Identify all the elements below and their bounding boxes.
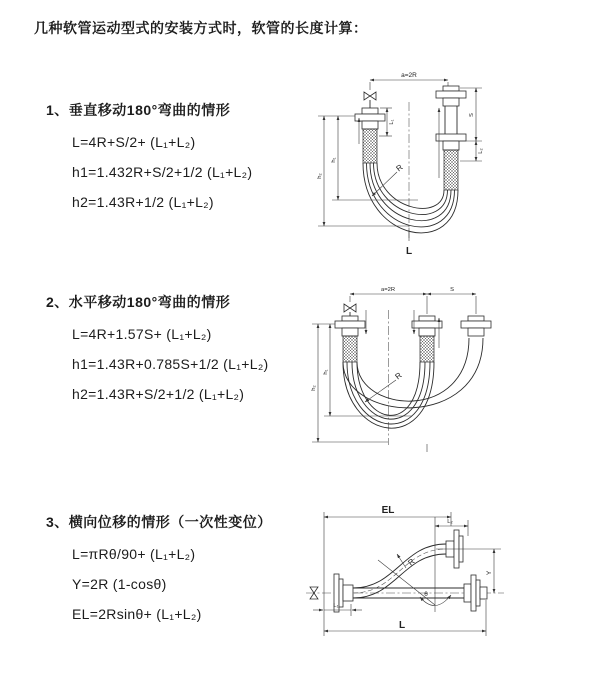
diagram-horizontal-180	[304, 280, 596, 472]
dim-label-l1: L₁	[333, 603, 339, 609]
section-lateral-displacement	[46, 512, 326, 622]
dim-label-y: Y	[486, 570, 493, 576]
dim-label-a2r: a=2R	[401, 72, 417, 79]
braided-hose-section	[343, 336, 357, 362]
s-curve-hose	[353, 544, 446, 598]
dim-label-s: S	[450, 287, 454, 293]
section-3-formulas	[46, 546, 326, 622]
section-1-formulas	[46, 134, 326, 210]
page-title: 几种软管运动型式的安装方式时，软管的长度计算：	[34, 20, 368, 36]
dim-label-el: EL	[381, 505, 395, 516]
radius-label: R	[406, 556, 417, 568]
length-label: L	[398, 620, 406, 631]
left-pipe-fitting	[335, 316, 365, 362]
dimension-el	[324, 505, 451, 517]
dim-label-s: S	[469, 113, 475, 117]
formula-line: L=4R+S/2+ (L₁+L₂)	[72, 134, 196, 150]
radius-label: R	[393, 370, 404, 382]
dim-label-h2: h₂	[317, 173, 323, 179]
length-marker	[406, 228, 412, 257]
section-2-formulas	[46, 326, 326, 402]
formula-line: EL=2Rsinθ+ (L₁+L₂)	[72, 606, 202, 622]
braided-hose-section	[363, 129, 377, 163]
dimension-h1	[323, 324, 412, 416]
u-bend-hose-displaced	[343, 338, 483, 408]
formula-line: L=4R+1.57S+ (L₁+L₂)	[72, 326, 212, 342]
formula-line: h2=1.43R+S/2+1/2 (L₁+L₂)	[72, 386, 245, 402]
braided-hose-section	[444, 150, 458, 190]
valve-icon	[344, 304, 356, 312]
section-2-heading: 2、水平移动180°弯曲的情形	[46, 294, 231, 310]
dimension-l2	[435, 519, 468, 536]
formula-line: L=πRθ/90+ (L₁+L₂)	[72, 546, 196, 562]
angle-theta	[378, 560, 451, 606]
braided-hose-section	[420, 336, 434, 362]
section-vertical-180	[46, 100, 326, 210]
right-pipe-fitting	[461, 316, 491, 336]
diagram-lateral-displacement	[296, 498, 598, 648]
diagram-vertical-180	[308, 66, 600, 264]
formula-line: Y=2R (1-cosθ)	[72, 576, 167, 592]
dim-label-l1: L₁	[389, 119, 395, 125]
dimension-l1	[379, 108, 395, 136]
section-3-heading: 3、横向位移的情形（一次性变位）	[46, 514, 272, 530]
formula-line: h1=1.43R+0.785S+1/2 (L₁+L₂)	[72, 356, 269, 372]
radius-label: R	[394, 162, 405, 174]
dim-label-h1: h₁	[323, 369, 329, 375]
formula-line: h1=1.432R+S/2+1/2 (L₁+L₂)	[72, 164, 253, 180]
left-pipe-fitting	[355, 108, 385, 163]
dimension-s	[427, 287, 476, 314]
dimension-l2	[460, 141, 484, 161]
section-horizontal-180	[46, 292, 326, 402]
dimension-a2r	[370, 72, 448, 90]
angle-label: θ	[424, 591, 428, 598]
dim-label-l2: L₂	[447, 519, 453, 525]
dim-label-a2r: a=2R	[380, 287, 396, 293]
section-1-heading: 1、垂直移动180°弯曲的情形	[46, 102, 231, 118]
dim-label-l2: L₂	[478, 148, 484, 154]
dimension-a2r	[350, 287, 427, 314]
formula-line: h2=1.43R+1/2 (L₁+L₂)	[72, 194, 214, 210]
valve-icon	[364, 92, 376, 100]
dim-label-h2: h₂	[311, 385, 317, 391]
dimension-y	[486, 549, 494, 593]
dim-label-h1: h₁	[331, 157, 337, 163]
dimension-l	[324, 620, 486, 631]
right-pipe-fitting	[436, 86, 466, 190]
middle-pipe-fitting	[412, 316, 442, 362]
length-label: L	[405, 246, 413, 257]
